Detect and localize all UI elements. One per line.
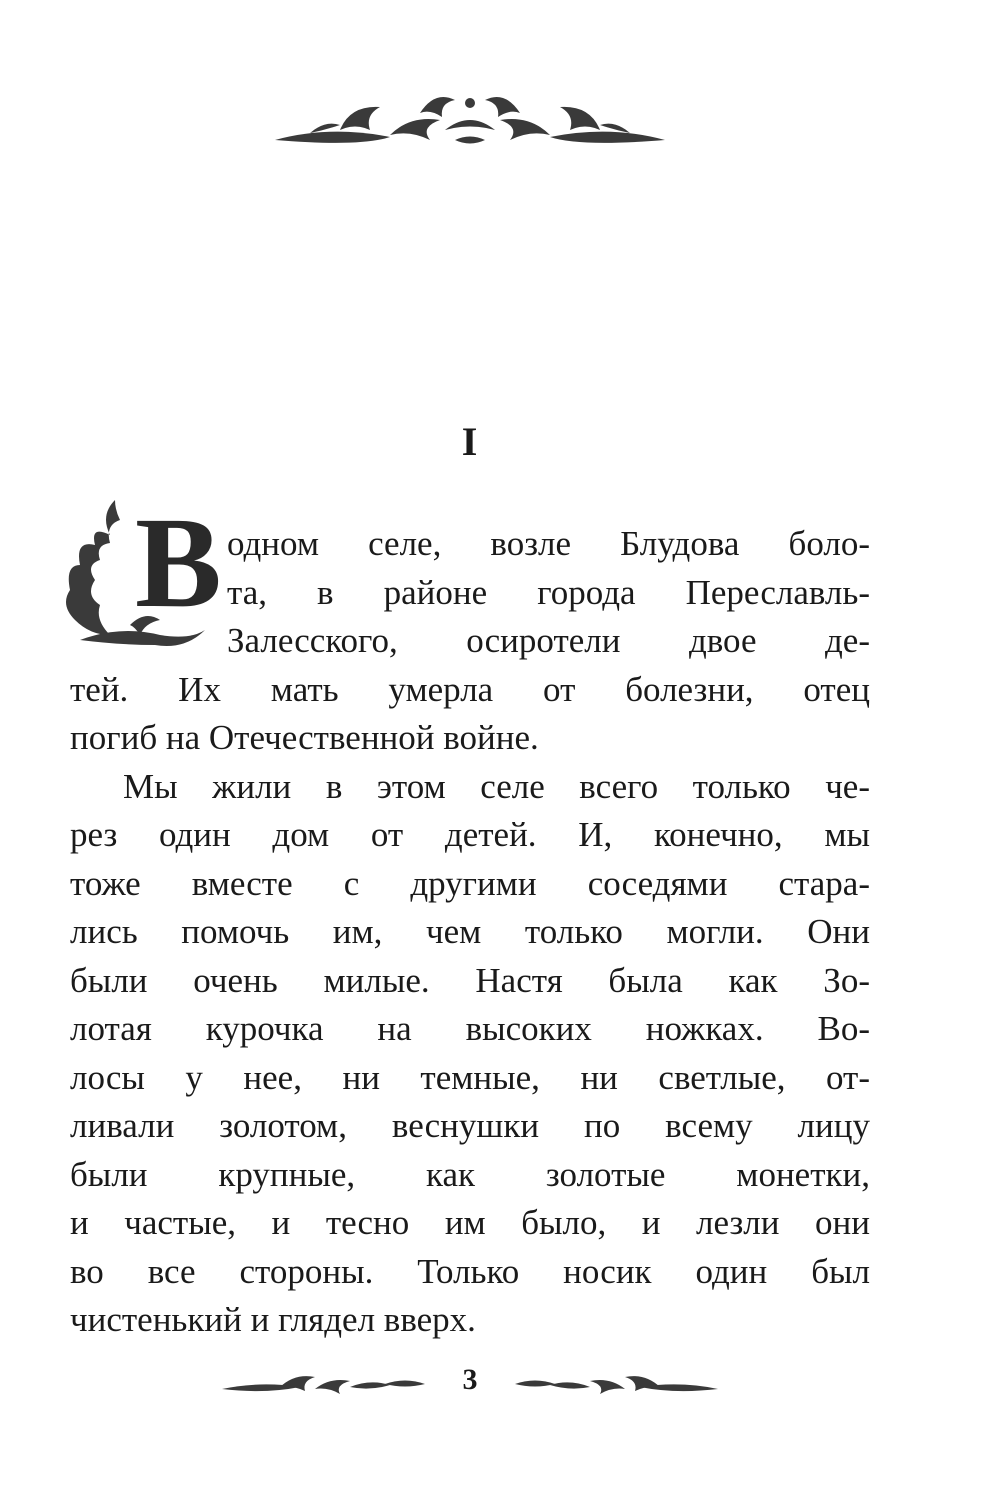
page-number: 3 (462, 1363, 478, 1396)
text-line: и частые, и тесно им было, и лезли они (70, 1203, 870, 1242)
text-line: Залесского, осиротели двое де- (227, 621, 870, 660)
page-footer (220, 1365, 720, 1405)
text-line: погиб на Отечественной войне. (70, 718, 539, 757)
text-line: тоже вместе с другими соседями стара- (70, 863, 870, 903)
top-ornament-icon (270, 85, 670, 160)
text-line: были очень милые. Настя была как Зо- (70, 960, 870, 1000)
text-line: были крупные, как золотые монетки, (70, 1154, 870, 1194)
text-line: одном селе, возле Блудова боло- (227, 524, 870, 563)
drop-cap-letter: В (135, 491, 222, 635)
text-line: та, в районе города Переславль- (227, 572, 870, 612)
text-line: лотая курочка на высоких ножках. Во- (70, 1009, 870, 1048)
paragraph-1 (70, 520, 870, 763)
text-line: рез один дом от детей. И, конечно, мы (70, 815, 870, 854)
text-line: ливали золотом, веснушки по всему лицу (70, 1106, 870, 1145)
paragraph-2 (70, 763, 870, 1345)
text-line: тей. Их мать умерла от болезни, отец (70, 669, 870, 709)
text-line: чистенький и глядел вверх. (70, 1300, 476, 1339)
footer-right-ornament-icon (510, 1369, 720, 1399)
text-line: во все стороны. Только носик один был (70, 1251, 870, 1291)
footer-left-ornament-icon (220, 1369, 430, 1399)
text-line: Мы жили в этом селе всего только че- (123, 766, 870, 806)
chapter-heading: I (461, 419, 479, 464)
text-line: лосы у нее, ни темные, ни светлые, от- (70, 1057, 870, 1097)
body-text (70, 520, 870, 1345)
text-line: лись помочь им, чем только могли. Они (70, 912, 870, 951)
